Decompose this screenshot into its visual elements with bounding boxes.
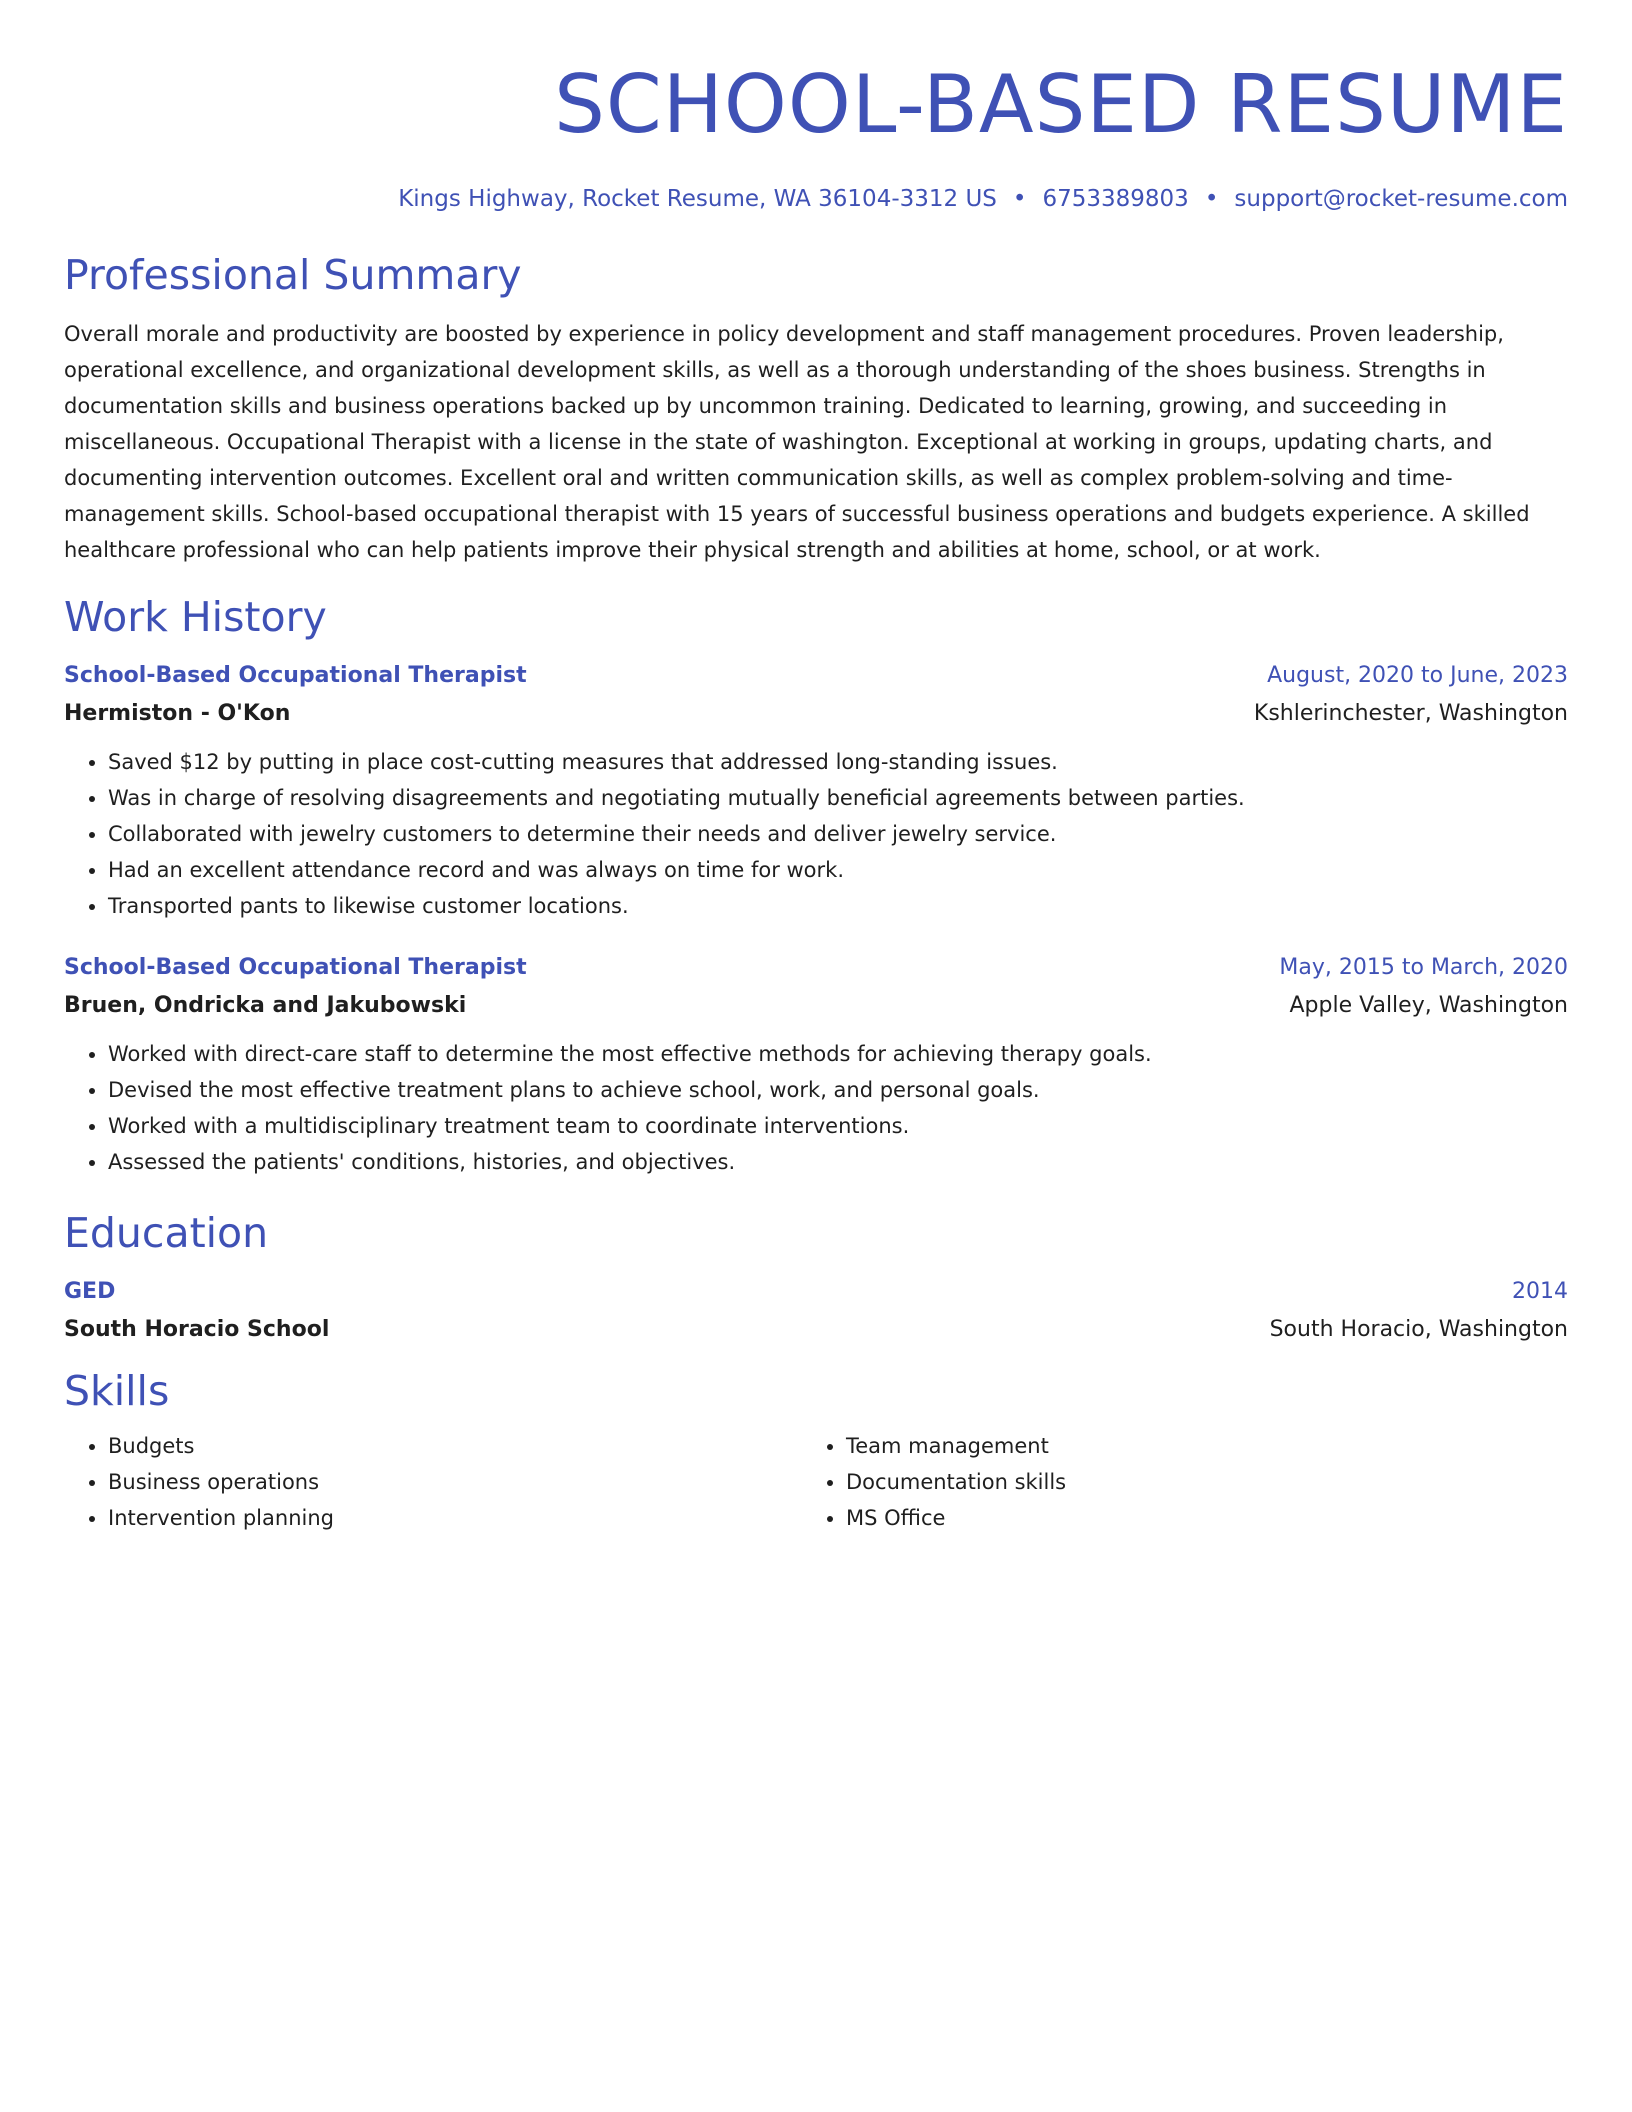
skill-item: • Team management xyxy=(846,1428,1540,1464)
skill-item: • Business operations xyxy=(108,1464,802,1500)
education-entry xyxy=(64,1276,1568,1346)
skills-title: Skills xyxy=(64,1367,170,1415)
skill-item: • Intervention planning xyxy=(108,1500,802,1536)
job-bullet-list xyxy=(64,744,1568,924)
job-bullet: • Worked with a multidisciplinary treatment team to coordinate interventions. xyxy=(108,1108,1568,1144)
education-section xyxy=(64,1208,1568,1346)
skill-item: • MS Office xyxy=(846,1500,1540,1536)
summary-text: Overall morale and productivity are boosted by experience in policy development and staff management procedures. Proven leadership, operational excellence, and organizational development skills, as well as a thorough understanding of the shoes business. Strengths in documentation skills and business operations backed up by uncommon training. Dedicated to learning, growing, and succeeding in miscellaneous. Occupational Therapist with a license in the state of washington. Exceptional at working in groups, updating charts, and documenting intervention outcomes. Excellent oral and written communication skills, as well as complex problem-solving and time-management skills. School-based occupational therapist with 15 years of successful business operations and budgets experience. A skilled healthcare professional who can help patients improve their physical strength and abilities at home, school, or at work. xyxy=(64,322,1530,562)
job-entry xyxy=(64,952,1568,1180)
work-history-section xyxy=(64,592,1568,1180)
job-location: Kshlerinchester, Washington xyxy=(1253,701,1568,726)
job-bullet: • Collaborated with jewelry customers to determine their needs and deliver jewelry service. xyxy=(108,816,1568,852)
resume-name: SCHOOL-BASED RESUME xyxy=(554,58,1568,151)
skill-item: • Budgets xyxy=(108,1428,802,1464)
summary-title: Professional Summary xyxy=(64,251,522,299)
job-dates: August, 2020 to June, 2023 xyxy=(1267,663,1568,688)
job-entry xyxy=(64,660,1568,924)
job-bullet: • Transported pants to likewise customer locations. xyxy=(108,888,1568,924)
education-degree-row xyxy=(64,1276,1568,1308)
contact-line xyxy=(64,184,1568,214)
job-bullet: • Was in charge of resolving disagreements and negotiating mutually beneficial agreements between parties. xyxy=(108,780,1568,816)
contact-address: Kings Highway, Rocket Resume, WA 36104-3312 US xyxy=(398,186,997,212)
resume-header xyxy=(64,60,1568,214)
job-title-row xyxy=(64,660,1568,692)
job-bullet-list xyxy=(64,1036,1568,1180)
education-degree: GED xyxy=(64,1279,116,1304)
education-school: South Horacio School xyxy=(64,1317,330,1342)
job-company: Hermiston - O'Kon xyxy=(64,701,291,726)
education-school-row xyxy=(64,1314,1568,1346)
job-bullet: • Assessed the patients' conditions, histories, and objectives. xyxy=(108,1144,1568,1180)
job-position: School-Based Occupational Therapist xyxy=(64,955,527,980)
job-bullet: • Devised the most effective treatment plans to achieve school, work, and personal goals. xyxy=(108,1072,1568,1108)
skills-grid xyxy=(64,1428,1568,1536)
job-bullet: • Saved $12 by putting in place cost-cutting measures that addressed long-standing issues. xyxy=(108,744,1568,780)
education-title: Education xyxy=(64,1209,269,1257)
job-location: Apple Valley, Washington xyxy=(1289,993,1568,1018)
skills-column-left xyxy=(64,1428,802,1536)
job-bullet: • Worked with direct-care staff to determine the most effective methods for achieving therapy goals. xyxy=(108,1036,1568,1072)
education-location: South Horacio, Washington xyxy=(1269,1317,1568,1342)
job-position: School-Based Occupational Therapist xyxy=(64,663,527,688)
job-company: Bruen, Ondricka and Jakubowski xyxy=(64,993,467,1018)
job-company-row xyxy=(64,990,1568,1022)
job-bullet: • Had an excellent attendance record and was always on time for work. xyxy=(108,852,1568,888)
job-dates: May, 2015 to March, 2020 xyxy=(1279,955,1568,980)
job-company-row xyxy=(64,698,1568,730)
skills-column-right xyxy=(802,1428,1540,1536)
summary-section xyxy=(64,250,1568,568)
contact-separator: • xyxy=(1204,186,1219,212)
job-title-row xyxy=(64,952,1568,984)
education-year: 2014 xyxy=(1512,1279,1568,1304)
contact-email: support@rocket-resume.com xyxy=(1234,186,1568,212)
work-history-title: Work History xyxy=(64,593,327,641)
contact-separator: • xyxy=(1012,186,1027,212)
skill-item: • Documentation skills xyxy=(846,1464,1540,1500)
skills-section xyxy=(64,1366,1568,1536)
contact-phone: 6753389803 xyxy=(1042,186,1189,212)
